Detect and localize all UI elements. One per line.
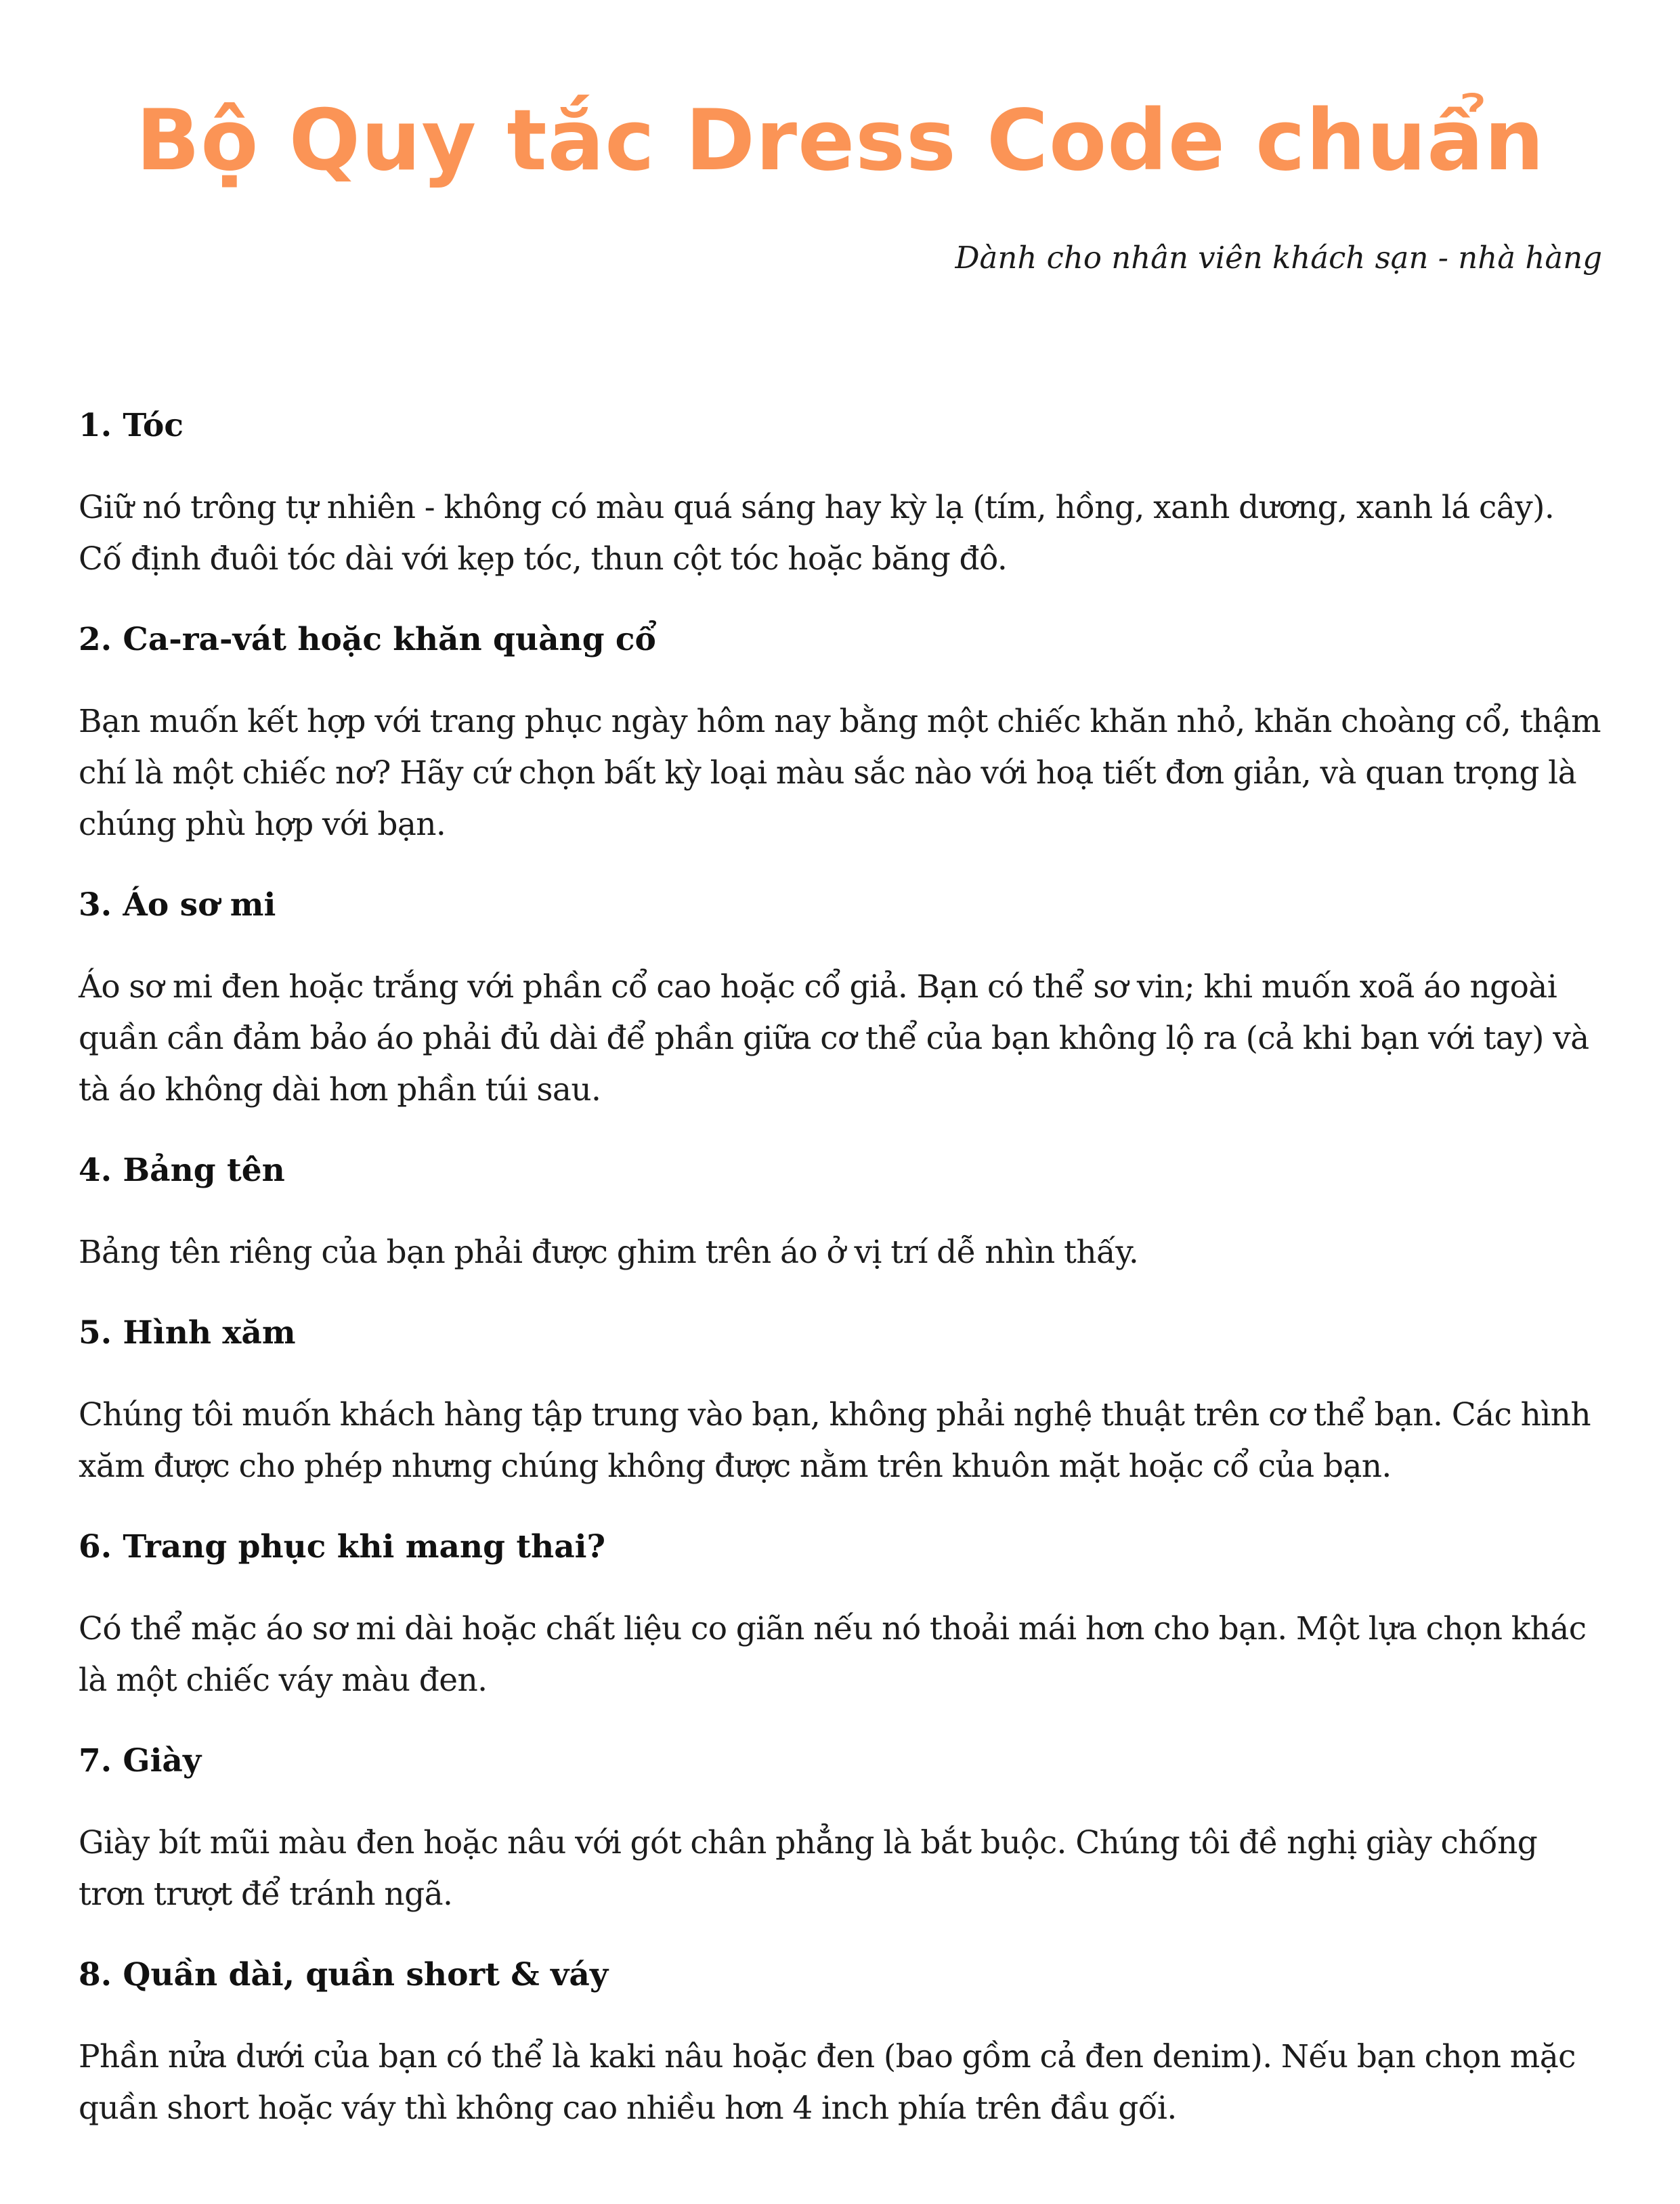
section-title: 5. Hình xăm (79, 1314, 296, 1352)
section-title: 2. Ca-ra-vát hoặc khăn quàng cổ (79, 621, 656, 658)
section-title: 1. Tóc (79, 407, 184, 444)
section-shirt (79, 880, 1602, 1116)
section-tie-scarf (79, 615, 1602, 850)
document-subtitle: Dành cho nhân viên khách sạn - nhà hàng (955, 240, 1602, 276)
sections-list (79, 401, 1602, 2164)
section-body: Có thể mặc áo sơ mi dài hoặc chất liệu co giãn nếu nó thoải mái hơn cho bạn. Một lựa chọn khác là một chiếc váy màu đen. (79, 1610, 1587, 1699)
section-name-tag (79, 1146, 1602, 1278)
section-body: Bạn muốn kết hợp với trang phục ngày hôm nay bằng một chiếc khăn nhỏ, khăn choàng cổ, thậm chí là một chiếc nơ? Hãy cứ chọn bất kỳ loại màu sắc nào với hoạ tiết đơn giản, và quan trọng là chúng phù hợp với bạn. (79, 703, 1601, 843)
document-title: Bộ Quy tắc Dress Code chuẩn (135, 92, 1545, 190)
section-hair (79, 401, 1602, 585)
section-title: 3. Áo sơ mi (79, 886, 276, 924)
section-title: 4. Bảng tên (79, 1152, 285, 1189)
section-body: Áo sơ mi đen hoặc trắng với phần cổ cao hoặc cổ giả. Bạn có thể sơ vin; khi muốn xoã áo ngoài quần cần đảm bảo áo phải đủ dài để phần giữa cơ thể của bạn không lộ ra (cả khi bạn với tay) và tà áo không dài hơn phần túi sau. (79, 968, 1589, 1108)
section-body: Giày bít mũi màu đen hoặc nâu với gót chân phẳng là bắt buộc. Chúng tôi đề nghị giày chống trơn trượt để tránh ngã. (79, 1824, 1538, 1913)
section-title: 8. Quần dài, quần short & váy (79, 1956, 609, 1993)
section-title: 7. Giày (79, 1742, 202, 1779)
section-maternity (79, 1522, 1602, 1706)
section-body: Chúng tôi muốn khách hàng tập trung vào bạn, không phải nghệ thuật trên cơ thể bạn. Các hình xăm được cho phép nhưng chúng không được nằm trên khuôn mặt hoặc cổ của bạn. (79, 1396, 1591, 1485)
section-title: 6. Trang phục khi mang thai? (79, 1528, 606, 1565)
section-shoes (79, 1736, 1602, 1920)
section-body: Bảng tên riêng của bạn phải được ghim trên áo ở vị trí dễ nhìn thấy. (79, 1234, 1139, 1271)
section-tattoos (79, 1308, 1602, 1492)
section-body: Phần nửa dưới của bạn có thể là kaki nâu hoặc đen (bao gồm cả đen denim). Nếu bạn chọn mặc quần short hoặc váy thì không cao nhiều hơn 4 inch phía trên đầu gối. (79, 2038, 1576, 2127)
section-body: Giữ nó trông tự nhiên - không có màu quá sáng hay kỳ lạ (tím, hồng, xanh dương, xanh lá cây). Cố định đuôi tóc dài với kẹp tóc, thun cột tóc hoặc băng đô. (79, 489, 1555, 578)
section-pants-shorts-skirts (79, 1950, 1602, 2134)
